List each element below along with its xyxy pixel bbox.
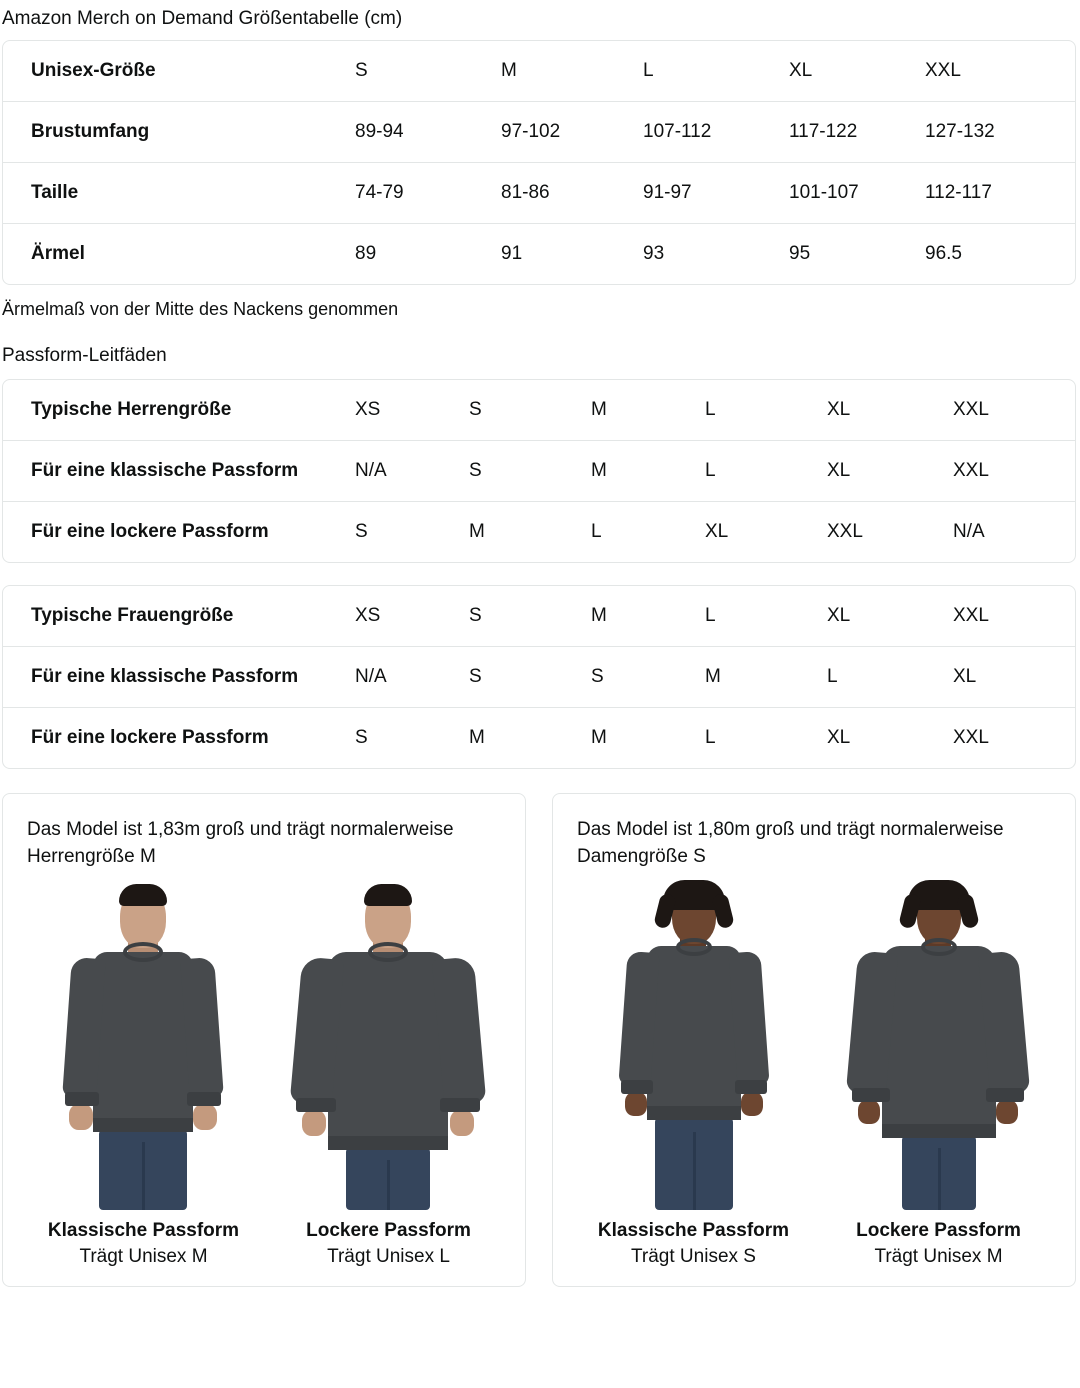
- cell: XL: [827, 441, 953, 502]
- table-row: [3, 224, 1075, 285]
- cell-chest-s: 89-94: [355, 102, 501, 163]
- cell: M: [591, 708, 705, 769]
- cell: L: [705, 708, 827, 769]
- cell: XXL: [827, 502, 953, 563]
- cell: XS: [355, 399, 381, 420]
- cell-chest-m: 97-102: [501, 102, 643, 163]
- figure-mens-relaxed: [272, 880, 505, 1270]
- model-description-mens: Das Model ist 1,83m groß und trägt normalerweise Herrengröße M: [27, 819, 454, 867]
- model-card-mens: [2, 793, 526, 1287]
- table-row: [3, 586, 1075, 647]
- cell: N/A: [355, 441, 469, 502]
- cell: XL: [953, 647, 1075, 708]
- table-row: [3, 163, 1075, 224]
- cell: XS: [355, 605, 381, 626]
- page-title: Amazon Merch on Demand Größentabelle (cm): [2, 8, 403, 29]
- cell: S: [469, 647, 591, 708]
- model-photo-womens-classic: [577, 880, 810, 1210]
- figure-title: Klassische Passform: [597, 1220, 790, 1241]
- cell: L: [591, 502, 705, 563]
- cell: XL: [827, 605, 851, 626]
- figures-row-womens: [577, 880, 1051, 1270]
- row-label-waist: Taille: [3, 163, 355, 224]
- cell: N/A: [953, 502, 1075, 563]
- cell: S: [355, 708, 469, 769]
- cell: N/A: [355, 647, 469, 708]
- size-table-card: [2, 40, 1076, 285]
- cell: XXL: [953, 399, 989, 420]
- size-table: [3, 41, 1075, 284]
- figure-title: Lockere Passform: [306, 1220, 471, 1241]
- table-row: [3, 708, 1075, 769]
- cell: L: [705, 605, 716, 626]
- cell-chest-xl: 117-122: [789, 102, 925, 163]
- table-row: [3, 647, 1075, 708]
- row-label-typical-mens-size: Typische Herrengröße: [31, 399, 232, 420]
- figure-mens-classic: [27, 880, 260, 1270]
- figure-subtitle: Trägt Unisex M: [79, 1246, 208, 1267]
- model-photo-womens-relaxed: [822, 880, 1055, 1210]
- figure-womens-classic: [577, 880, 810, 1270]
- model-cards-row: [2, 793, 1076, 1287]
- row-label-sleeve: Ärmel: [3, 224, 355, 285]
- size-table-header-cell: XXL: [925, 60, 961, 81]
- cell: M: [705, 647, 827, 708]
- cell-sleeve-m: 91: [501, 224, 643, 285]
- table-row: [3, 441, 1075, 502]
- size-table-header-cell: M: [501, 60, 517, 81]
- row-label-typical-womens-size: Typische Frauengröße: [31, 605, 234, 626]
- mens-fit-table-card: [2, 379, 1076, 563]
- cell: XXL: [953, 708, 1075, 769]
- figure-subtitle: Trägt Unisex S: [631, 1246, 756, 1267]
- model-photo-mens-classic: [27, 880, 260, 1210]
- cell: L: [705, 399, 716, 420]
- size-table-header-label: Unisex-Größe: [31, 60, 156, 81]
- person-illustration: [27, 880, 260, 1210]
- figure-subtitle: Trägt Unisex L: [327, 1246, 450, 1267]
- cell-sleeve-xl: 95: [789, 224, 925, 285]
- cell-waist-xxl: 112-117: [925, 163, 1075, 224]
- figure-title: Klassische Passform: [47, 1220, 240, 1241]
- cell-chest-xxl: 127-132: [925, 102, 1075, 163]
- mens-fit-table: [3, 380, 1075, 562]
- row-label-mens-classic-fit: Für eine klassische Passform: [3, 441, 355, 502]
- cell-chest-l: 107-112: [643, 102, 789, 163]
- cell: XL: [705, 502, 827, 563]
- fit-guides-title: Passform-Leitfäden: [2, 345, 167, 366]
- row-label-mens-relaxed-fit: Für eine lockere Passform: [3, 502, 355, 563]
- cell: XXL: [953, 605, 989, 626]
- table-row: [3, 502, 1075, 563]
- row-label-chest: Brustumfang: [3, 102, 355, 163]
- cell: M: [591, 399, 607, 420]
- womens-fit-table-card: [2, 585, 1076, 769]
- cell: S: [591, 647, 705, 708]
- cell-waist-s: 74-79: [355, 163, 501, 224]
- cell-waist-l: 91-97: [643, 163, 789, 224]
- cell: XL: [827, 708, 953, 769]
- cell-sleeve-xxl: 96.5: [925, 224, 1075, 285]
- table-row: [3, 102, 1075, 163]
- cell-waist-xl: 101-107: [789, 163, 925, 224]
- row-label-womens-relaxed-fit: Für eine lockere Passform: [3, 708, 355, 769]
- womens-fit-table: [3, 586, 1075, 768]
- cell-sleeve-s: 89: [355, 224, 501, 285]
- row-label-womens-classic-fit: Für eine klassische Passform: [3, 647, 355, 708]
- cell: S: [469, 441, 591, 502]
- cell: M: [591, 441, 705, 502]
- model-description-womens: Das Model ist 1,80m groß und trägt normalerweise Damengröße S: [577, 819, 1004, 867]
- cell-sleeve-l: 93: [643, 224, 789, 285]
- cell: L: [827, 647, 953, 708]
- size-table-header-cell: S: [355, 60, 368, 81]
- cell: S: [469, 399, 482, 420]
- figure-title: Lockere Passform: [856, 1220, 1021, 1241]
- cell: M: [469, 708, 591, 769]
- table-row: [3, 380, 1075, 441]
- sleeve-measurement-note: Ärmelmaß von der Mitte des Nackens genommen: [2, 299, 399, 319]
- cell-waist-m: 81-86: [501, 163, 643, 224]
- person-illustration: [822, 880, 1055, 1210]
- person-illustration: [577, 880, 810, 1210]
- cell: M: [591, 605, 607, 626]
- model-card-womens: [552, 793, 1076, 1287]
- figure-womens-relaxed: [822, 880, 1055, 1270]
- size-table-header-cell: L: [643, 60, 654, 81]
- person-illustration: [272, 880, 505, 1210]
- size-table-header-cell: XL: [789, 60, 813, 81]
- cell: S: [469, 605, 482, 626]
- cell: XL: [827, 399, 851, 420]
- cell: S: [355, 502, 469, 563]
- cell: M: [469, 502, 591, 563]
- figure-subtitle: Trägt Unisex M: [874, 1246, 1003, 1267]
- model-photo-mens-relaxed: [272, 880, 505, 1210]
- figures-row-mens: [27, 880, 501, 1270]
- cell: XXL: [953, 441, 1075, 502]
- table-row: [3, 41, 1075, 102]
- cell: L: [705, 441, 827, 502]
